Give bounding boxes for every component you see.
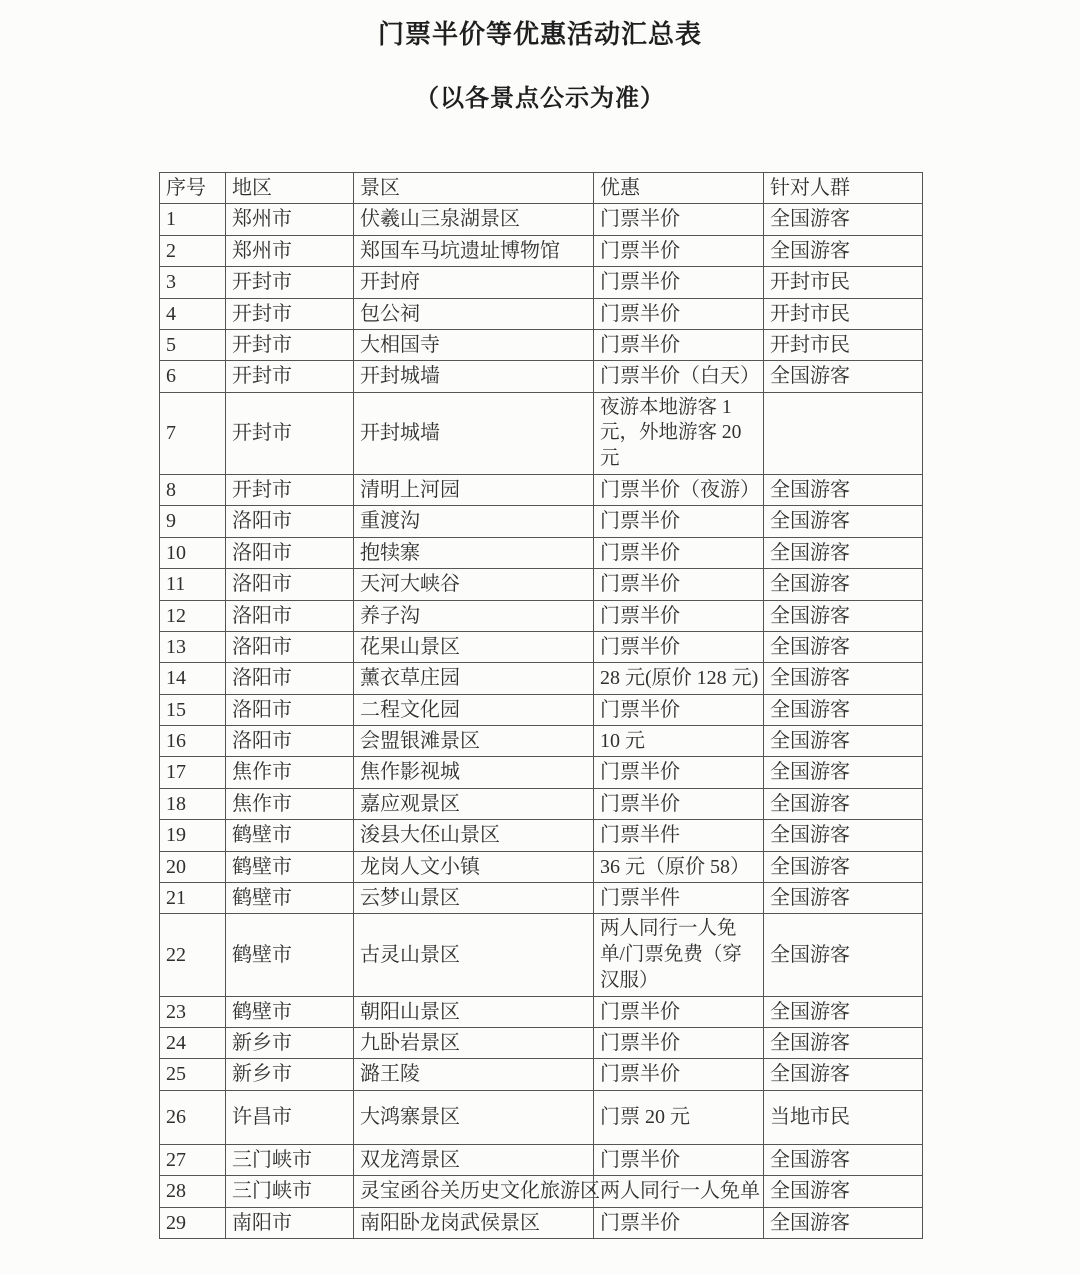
table-row [160, 1028, 923, 1059]
cell-no: 22 [160, 914, 226, 996]
cell-scenic: 重渡沟 [354, 506, 594, 537]
table-row [160, 1176, 923, 1207]
cell-no: 18 [160, 788, 226, 819]
cell-discount: 门票半价 [594, 757, 764, 788]
cell-audience: 开封市民 [764, 329, 923, 360]
cell-scenic: 大鸿寨景区 [354, 1090, 594, 1144]
cell-discount: 门票半价 [594, 1028, 764, 1059]
table-row [160, 851, 923, 882]
cell-no: 16 [160, 726, 226, 757]
cell-no: 11 [160, 569, 226, 600]
cell-audience: 全国游客 [764, 883, 923, 914]
cell-discount: 门票半件 [594, 883, 764, 914]
column-header-scenic: 景区 [354, 173, 594, 204]
cell-discount: 门票半价 [594, 996, 764, 1027]
cell-region: 开封市 [226, 267, 354, 298]
cell-discount: 门票半价 [594, 329, 764, 360]
cell-discount: 门票半价 [594, 298, 764, 329]
cell-discount: 门票半价 [594, 506, 764, 537]
cell-region: 焦作市 [226, 757, 354, 788]
cell-audience: 全国游客 [764, 820, 923, 851]
cell-region: 开封市 [226, 392, 354, 474]
table-row [160, 569, 923, 600]
column-header-discount: 优惠 [594, 173, 764, 204]
cell-audience: 全国游客 [764, 851, 923, 882]
cell-discount: 门票半价 [594, 204, 764, 235]
cell-scenic: 古灵山景区 [354, 914, 594, 996]
cell-scenic: 双龙湾景区 [354, 1144, 594, 1175]
cell-no: 25 [160, 1059, 226, 1090]
cell-discount: 门票半价 [594, 235, 764, 266]
cell-audience: 全国游客 [764, 996, 923, 1027]
cell-discount: 两人同行一人免单/门票免费（穿汉服） [594, 914, 764, 996]
cell-no: 19 [160, 820, 226, 851]
cell-region: 开封市 [226, 329, 354, 360]
page-subtitle: （以各景点公示为准） [415, 86, 665, 112]
cell-discount: 门票 20 元 [594, 1090, 764, 1144]
cell-region: 洛阳市 [226, 631, 354, 662]
cell-scenic: 焦作影视城 [354, 757, 594, 788]
cell-scenic: 薰衣草庄园 [354, 663, 594, 694]
cell-no: 2 [160, 235, 226, 266]
cell-region: 洛阳市 [226, 569, 354, 600]
table-row [160, 1144, 923, 1175]
cell-no: 1 [160, 204, 226, 235]
table-row [160, 914, 923, 996]
cell-no: 4 [160, 298, 226, 329]
cell-audience: 全国游客 [764, 600, 923, 631]
cell-discount: 门票半价 [594, 1207, 764, 1238]
cell-no: 10 [160, 537, 226, 568]
cell-scenic: 会盟银滩景区 [354, 726, 594, 757]
cell-no: 7 [160, 392, 226, 474]
cell-scenic: 二程文化园 [354, 694, 594, 725]
cell-audience: 全国游客 [764, 474, 923, 505]
table-row [160, 996, 923, 1027]
cell-region: 鹤壁市 [226, 883, 354, 914]
cell-no: 5 [160, 329, 226, 360]
cell-scenic: 伏羲山三泉湖景区 [354, 204, 594, 235]
cell-scenic: 清明上河园 [354, 474, 594, 505]
cell-region: 洛阳市 [226, 600, 354, 631]
cell-audience: 开封市民 [764, 298, 923, 329]
cell-scenic: 嘉应观景区 [354, 788, 594, 819]
table-row [160, 361, 923, 392]
table-header-row [160, 173, 923, 204]
cell-scenic: 抱犊寨 [354, 537, 594, 568]
cell-discount: 门票半价（夜游） [594, 474, 764, 505]
cell-scenic: 开封城墙 [354, 361, 594, 392]
cell-discount: 门票半价 [594, 694, 764, 725]
cell-discount: 门票半价 [594, 788, 764, 819]
cell-no: 15 [160, 694, 226, 725]
cell-scenic: 大相国寺 [354, 329, 594, 360]
cell-region: 新乡市 [226, 1028, 354, 1059]
cell-no: 3 [160, 267, 226, 298]
cell-scenic: 南阳卧龙岗武侯景区 [354, 1207, 594, 1238]
cell-region: 南阳市 [226, 1207, 354, 1238]
table-row [160, 267, 923, 298]
table-row [160, 663, 923, 694]
cell-scenic: 灵宝函谷关历史文化旅游区 [354, 1176, 594, 1207]
cell-scenic: 郑国车马坑遗址博物馆 [354, 235, 594, 266]
cell-discount: 门票半价（白天） [594, 361, 764, 392]
cell-region: 鹤壁市 [226, 996, 354, 1027]
column-header-region: 地区 [226, 173, 354, 204]
cell-region: 开封市 [226, 298, 354, 329]
cell-no: 13 [160, 631, 226, 662]
cell-region: 新乡市 [226, 1059, 354, 1090]
cell-discount: 夜游本地游客 1 元，外地游客 20 元 [594, 392, 764, 474]
cell-no: 27 [160, 1144, 226, 1175]
cell-audience: 全国游客 [764, 506, 923, 537]
cell-audience [764, 392, 923, 474]
cell-no: 20 [160, 851, 226, 882]
cell-discount: 门票半价 [594, 600, 764, 631]
cell-region: 三门峡市 [226, 1144, 354, 1175]
cell-discount: 门票半价 [594, 1144, 764, 1175]
cell-region: 许昌市 [226, 1090, 354, 1144]
cell-region: 鹤壁市 [226, 820, 354, 851]
cell-audience: 全国游客 [764, 631, 923, 662]
cell-region: 洛阳市 [226, 537, 354, 568]
cell-discount: 36 元（原价 58） [594, 851, 764, 882]
cell-audience: 全国游客 [764, 1059, 923, 1090]
table-row [160, 726, 923, 757]
cell-no: 8 [160, 474, 226, 505]
cell-region: 洛阳市 [226, 694, 354, 725]
table-row [160, 392, 923, 474]
cell-region: 鹤壁市 [226, 851, 354, 882]
cell-scenic: 云梦山景区 [354, 883, 594, 914]
cell-no: 17 [160, 757, 226, 788]
cell-scenic: 养子沟 [354, 600, 594, 631]
table-row [160, 788, 923, 819]
table-row [160, 1207, 923, 1238]
table-row [160, 1090, 923, 1144]
cell-no: 28 [160, 1176, 226, 1207]
cell-audience: 全国游客 [764, 1028, 923, 1059]
table-row [160, 694, 923, 725]
cell-scenic: 包公祠 [354, 298, 594, 329]
cell-audience: 全国游客 [764, 1144, 923, 1175]
cell-audience: 全国游客 [764, 235, 923, 266]
table-row [160, 1059, 923, 1090]
cell-discount: 28 元(原价 128 元) [594, 663, 764, 694]
table-row [160, 235, 923, 266]
cell-region: 开封市 [226, 361, 354, 392]
page-title: 门票半价等优惠活动汇总表 [377, 20, 702, 49]
cell-no: 12 [160, 600, 226, 631]
cell-audience: 全国游客 [764, 1207, 923, 1238]
cell-region: 焦作市 [226, 788, 354, 819]
cell-audience: 全国游客 [764, 757, 923, 788]
cell-region: 郑州市 [226, 204, 354, 235]
cell-region: 洛阳市 [226, 506, 354, 537]
cell-region: 三门峡市 [226, 1176, 354, 1207]
cell-audience: 开封市民 [764, 267, 923, 298]
cell-region: 洛阳市 [226, 663, 354, 694]
table-row [160, 537, 923, 568]
cell-no: 6 [160, 361, 226, 392]
cell-scenic: 开封府 [354, 267, 594, 298]
cell-no: 14 [160, 663, 226, 694]
table-row [160, 883, 923, 914]
cell-audience: 全国游客 [764, 204, 923, 235]
cell-discount: 门票半价 [594, 569, 764, 600]
table-row [160, 757, 923, 788]
cell-no: 26 [160, 1090, 226, 1144]
cell-region: 开封市 [226, 474, 354, 505]
cell-no: 9 [160, 506, 226, 537]
cell-region: 洛阳市 [226, 726, 354, 757]
cell-audience: 全国游客 [764, 726, 923, 757]
cell-discount: 10 元 [594, 726, 764, 757]
cell-no: 21 [160, 883, 226, 914]
table-row [160, 600, 923, 631]
cell-discount: 门票半价 [594, 267, 764, 298]
cell-audience: 全国游客 [764, 1176, 923, 1207]
cell-audience: 全国游客 [764, 537, 923, 568]
column-header-audience: 针对人群 [764, 173, 923, 204]
cell-audience: 全国游客 [764, 788, 923, 819]
table-row [160, 298, 923, 329]
table-row [160, 204, 923, 235]
cell-audience: 全国游客 [764, 361, 923, 392]
cell-discount: 门票半价 [594, 631, 764, 662]
cell-scenic: 潞王陵 [354, 1059, 594, 1090]
cell-region: 郑州市 [226, 235, 354, 266]
cell-no: 29 [160, 1207, 226, 1238]
cell-audience: 当地市民 [764, 1090, 923, 1144]
cell-discount: 两人同行一人免单 [594, 1176, 764, 1207]
table-row [160, 329, 923, 360]
cell-audience: 全国游客 [764, 694, 923, 725]
cell-no: 23 [160, 996, 226, 1027]
cell-scenic: 龙岗人文小镇 [354, 851, 594, 882]
cell-audience: 全国游客 [764, 663, 923, 694]
table-body [160, 204, 923, 1239]
cell-audience: 全国游客 [764, 569, 923, 600]
cell-scenic: 浚县大伾山景区 [354, 820, 594, 851]
column-header-no: 序号 [160, 173, 226, 204]
cell-scenic: 朝阳山景区 [354, 996, 594, 1027]
cell-scenic: 九卧岩景区 [354, 1028, 594, 1059]
cell-discount: 门票半价 [594, 537, 764, 568]
cell-discount: 门票半件 [594, 820, 764, 851]
cell-scenic: 花果山景区 [354, 631, 594, 662]
table-row [160, 820, 923, 851]
table-row [160, 631, 923, 662]
cell-no: 24 [160, 1028, 226, 1059]
cell-scenic: 开封城墙 [354, 392, 594, 474]
cell-region: 鹤壁市 [226, 914, 354, 996]
cell-scenic: 天河大峡谷 [354, 569, 594, 600]
table-header [160, 173, 923, 204]
table-row [160, 474, 923, 505]
cell-audience: 全国游客 [764, 914, 923, 996]
cell-discount: 门票半价 [594, 1059, 764, 1090]
table-row [160, 506, 923, 537]
discount-summary-table [159, 172, 923, 1239]
